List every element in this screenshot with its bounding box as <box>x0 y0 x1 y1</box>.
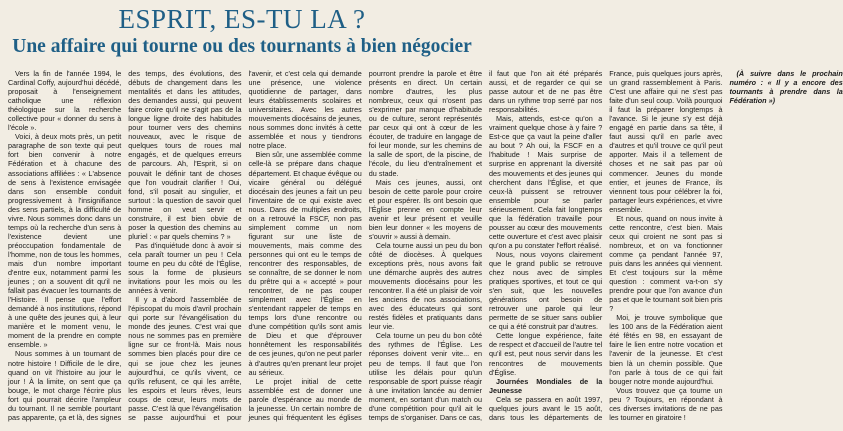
paragraph: Mais ces jeunes, aussi, ont besoin de cette parole pour croire et pour espérer. Ils ont besoin que l'Église prenne en compte leur avenir et leur présent et veuille bien leur donner « les moyens de s'ouvrir » aussi à demain. <box>368 177 482 241</box>
paragraph: Nous, nous voyons clairement que le grand public se retrouve chez nous avec de simples pratiques sportives, et tout ce qui s'en suit, que les nouvelles générations ont besoin de retrouver une parole qui leur permette de se situer sans oublier ce qui a été construit par d'autres. <box>489 249 603 332</box>
article-title: ESPRIT, ES-TU LA ? <box>118 4 366 34</box>
paragraph: Le projet initial de cette assemblée est de donner une parole d'espérance au monde de la jeunesse. Un certain nombre de jeunes qui fréquentent les églises pourront prendre la parole et être présents en direct. Un certain nombre d'autres, les plus nombreux, ceux qui n'osent pas s'exprimer par manque d'habitude ou de culture, seront représentés par ceux qui ont à cœur de les écouter, de traduire en langage de foi leur monde, sur les chemins de la salle de sport, de la piscine, de l'école, du lieu d'entraînement et du stade. <box>248 69 482 422</box>
paragraph: Cela tourne aussi un peu du bon côté de diocèses. À quelques exceptions près, nous avons fait une démarche auprès des autres mouvements diocésains pour les rencontrer. Il a été un plaisir de voir les anciens de nos associations, avec des éducateurs qui sont restés fidèles et pratiquants dans leur vie. <box>368 240 482 332</box>
paragraph: Nous sommes à un tournant de notre histoire ! Difficile de le dire, quand on vit l'histoire au jour le jour ! À la limite, on sent que ça bouge, le mot charge l'écrire plus fort qui pourrait décrire l'ampleur du tournant. Il ne semble pourtant pas apparente, ça et là, des signes des temps, des évolutions, des débuts de changement dans les mentalités et dans les attitudes, des demandes aussi, qui peuvent faire croire qu'il ne s'agit pas de la longue ligne droite des habitudes pour tourner vers des chemins nouveaux, avec le risque de quelques tours de roues mal engagés, et de quelques erreurs de parcours. Ah, l'Esprit, si on pouvait le définir tant de choses que l'on voudrait clarifier ! Oui, fond, s'il posait au singulier, et surtout : la question de savoir quel homme on veut servir et construire, il est bien obvie de poser la question des chemins au pluriel : « par quels chemins ? » <box>8 69 242 422</box>
continuation-note: (À suivre dans le prochain numéro : « Il y a encore des tournants à prendre dans la Fédération ») <box>729 69 843 106</box>
article-body <box>8 69 843 429</box>
paragraph: Cette longue expérience, faite de respect et d'accueil de l'autre tel qu'il est, peut nous servir dans les rencontres de mouvements d'Église. <box>489 331 603 377</box>
paragraph: Cela tourne un peu du bon côté des rythmes de l'Église. Les réponses doivent venir vite... en peu de temps. Il faut que l'on utilise les délais pour qu'un responsable de sport puisse réagir à une invitation lancée au dernier moment, en sortant d'un match ou d'une compétition pour qu'il ait le temps de s'organiser. Dans ce cas, il faut que l'on ait été préparés aussi, et de regarder ce qui se passe autour et de ne pas être dans un rythme trop serré par nos responsabilités. <box>368 69 603 422</box>
article-subtitle: Une affaire qui tourne ou des tournants à bien négocier <box>12 36 472 57</box>
paragraph: Pas d'inquiétude donc à avoir si cela paraît tourner un peu ! Cela tourne en peu du côté de l'Église, sous la forme de plusieurs invitations pour les mois ou les années à venir. <box>128 240 242 296</box>
paragraph: Vers la fin de l'année 1994, le Cardinal Coffy, aujourd'hui décédé, proposait à l'enseignement catholique une réflexion théologique sur la recherche collective pour « donner du sens à l'école ». <box>8 69 122 133</box>
paragraph: Et nous, quand on nous invite à cette rencontre, c'est bien. Mais ceux qui croient ne sont pas si nombreux, et on va fonctionner comme ça pendant l'année 97, puis dans les années qui viennent. Et c'est toujours sur la même question : comment va-t-on s'y prendre pour que l'on avance d'un pas et que le tournant soit bien pris ? <box>609 213 723 314</box>
paragraph: Bien sûr, une assemblée comme celle-là se prépare dans chaque département. Et chaque évêque ou vicaire général ou délégué diocésain des jeunes a fait un peu l'inventaire de ce qui existe avec nous. Dans de multiples endroits, on a retrouvé la FSCF, non pas simplement comme un nom figurant sur une liste de mouvements, mais comme des personnes qui ont eu le temps de rencontrer des responsables, de se connaître, de se donner le nom du prêtre qui a « accepté » pour rencontrer, de ne pas couper simplement avec l'Église en s'entendant rappeler de temps en temps lors d'une rencontre ou d'une compétition qu'ils sont amis de Dieu et que d'éprouver honnêtement les responsabilités de ces jeunes, qu'on ne peut parler à d'autres qu'en prenant leur projet au sérieux. <box>248 150 362 377</box>
paragraph: Voici, à deux mots près, un petit paragraphe de son texte qui peut fort bien convenir à notre Fédération et à chacune des associations affiliées : « L'absence de sens à l'existence envisagée dans son ensemble conduit progressivement à l'insignifiance des sens partiels, à la difficulté de vivre. Nous sommes donc dans un temps où la recherche d'un sens à l'existence devient une préoccupation fondamentale de l'homme, non de tous les hommes, mais d'un nombre important d'entre eux, notamment parmi les jeunes ; on a souvent dit qu'il ne fallait pas évacuer les tournants de l'Histoire. Il pense que l'effort demandé à nos institutions, répond à une quête des jeunes qui, à leur manière et le moment venu, le moment de la prendre en compte ensemble. » <box>8 132 122 350</box>
paragraph: Moi, je trouve symbolique que les 100 ans de la Fédération aient été fêtés en 98, en essayant de faire le lien entre notre vocation et l'avenir de la jeunesse. Et c'est bien là un chemin possible. Que l'on parle à tous de ce qui fait bouger notre monde aujourd'hui. <box>609 313 723 386</box>
paragraph: Il y a d'abord l'assemblée de l'épiscopat du mois d'avril prochain qui porte sur l'évangélisation du monde des jeunes. C'est vrai que nous ne sommes pas en première ligne sur ce front-là. Mais nous sommes bien placés pour dire ce qui se joue chez les jeunes aujourd'hui, ce qu'ils vivent, ce qu'ils refusent, ce qui les arrête, les espoirs et leurs rêves, leurs coups de cœur, leurs mots de passe. C'est là que l'évangélisation se passe aujourd'hui et pour l'avenir, et c'est cela qui demande une présence, une violence quotidienne de partager, dans leurs établissements scolaires et universitaires. Avec les autres mouvements diocésains de jeunes, nous sommes donc invités à cette assemblée et nous y tiendrons notre place. <box>128 69 362 422</box>
highlight-event: Journées Mondiales de la Jeunesse <box>489 376 603 395</box>
paragraph: Cela se passera en août 1997, quelques jours avant le 15 août, dans tous les départements de France, puis quelques jours après, un grand rassemblement à Paris. C'est une affaire qui ne s'est pas faite d'un seul coup. Voilà pourquoi il faut la préparer longtemps à l'avance. Si le jeune s'y est déjà engagé en partie dans sa tête, il faut aussi qu'il en parle avec d'autres et qu'il trouve ce qu'il peut apporter. Mais il a tellement de choses et ne sait pas par où commencer. Jeunes du monde entier, et jeunes de France, ils viennent tous pour célébrer la foi, partager leurs expériences, et vivre ensemble. <box>489 69 723 422</box>
paragraph: Vous trouvez que ça tourne un peu ? Toujours, en répondant à ces diverses invitations de ne pas les tourner en giratoire ! <box>609 385 723 422</box>
paragraph: Mais, attends, est-ce qu'on a vraiment quelque chose à y faire ? Est-ce que ça vaut la peine d'aller au bout ? Ah oui, la FSCF en a l'habitude ! Mais surprise de surprise en apprenant la diversité des mouvements et des jeunes qui cherchent dans l'Église, et que ceux-là puissent se retrouver ensemble pour se parler sérieusement. Cela fait longtemps que la fédération travaille pour pousser au cœur des mouvements cette ouverture et c'est avec plaisir qu'on a pu constater l'effort réalisé. <box>489 114 603 250</box>
